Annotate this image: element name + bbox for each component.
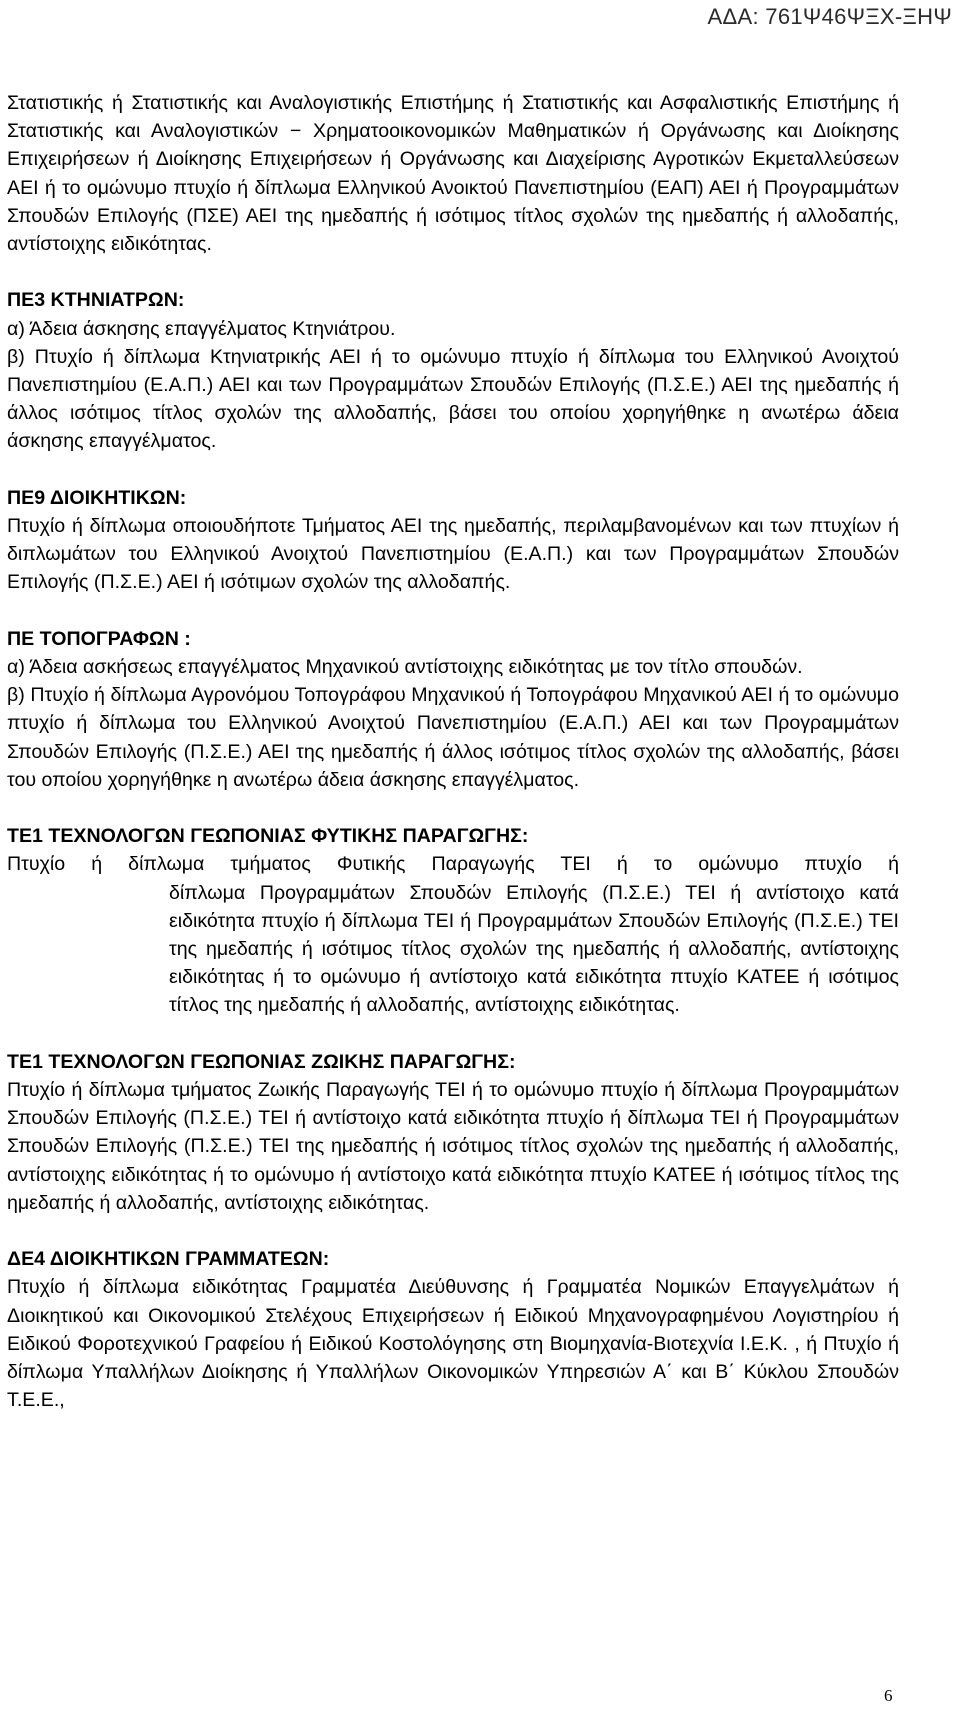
intro-paragraph: Στατιστικής ή Στατιστικής και Αναλογιστικής Επιστήμης ή Στατιστικής και Ασφαλιστικής Επιστήμης ή Στατιστικής και Αναλογιστικών − Χρηματοοικονομικών Μαθηματικών ή Οργάνωσης και Διοίκησης Επιχειρήσεων ή Διοίκησης Επιχειρήσεων ή Οργάνωσης και Διαχείρισης Αγροτικών Εκμεταλλεύσεων ΑΕΙ ή το ομώνυμο πτυχίο ή δίπλωμα Ελληνικού Ανοικτού Πανεπιστημίου (ΕΑΠ) ΑΕΙ ή Προγραμμάτων Σπουδών Επιλογής (ΠΣΕ) ΑΕΙ της ημεδαπής ή ισότιμος τίτλος σχολών της ημεδαπής ή αλλοδαπής, αντίστοιχης ειδικότητας. (7, 92, 899, 256)
te1-zoikis-heading: ΤΕ1 ΤΕΧΝΟΛΟΓΩΝ ΓΕΩΠΟΝΙΑΣ ΖΩΙΚΗΣ ΠΑΡΑΓΩΓΗΣ: (7, 1050, 516, 1073)
de4-paragraph: Πτυχίο ή δίπλωμα ειδικότητας Γραμματέα Διεύθυνσης ή Γραμματέα Νομικών Επαγγελμάτων ή Διοικητικού και Οικονομικού Στελέχους Επιχειρήσεων ή Ειδικού Μηχανογραφημένου Λογιστηρίου ή Ειδικού Φοροτεχνικού Γραφείου ή Ειδικού Κοστολόγησης στη Βιομηχανία-Βιοτεχνία Ι.Ε.Κ. , ή Πτυχίο ή δίπλωμα Υπαλλήλων Διοίκησης ή Υπαλλήλων Οικονομικών Υπηρεσιών Α΄ και Β΄ Κύκλου Σπουδών Τ.Ε.Ε., (7, 1276, 899, 1412)
te1-fytikis-first-line: Πτυχίο ή δίπλωμα τμήματος Φυτικής Παραγωγής ΤΕΙ ή το ομώνυμο πτυχίο ή (7, 853, 899, 876)
te1-fytikis-heading: ΤΕ1 ΤΕΧΝΟΛΟΓΩΝ ΓΕΩΠΟΝΙΑΣ ΦΥΤΙΚΗΣ ΠΑΡΑΓΩΓΗΣ: (7, 825, 529, 848)
pe3-heading: ΠΕ3 ΚΤΗΝΙΑΤΡΩΝ: (7, 289, 185, 312)
pe-topografon-heading: ΠΕ ΤΟΠΟΓΡΑΦΩΝ : (7, 627, 191, 650)
te1-fytikis-paragraph: δίπλωμα Προγραμμάτων Σπουδών Επιλογής (Π.Σ.Ε.) ΤΕΙ ή αντίστοιχο κατά ειδικότητα πτυχίο ή δίπλωμα ΤΕΙ ή Προγραμμάτων Σπουδών Επιλογής (Π.Σ.Ε.) ΤΕΙ της ημεδαπής ή ισότιμος τίτλος σχολών της ημεδαπής ή αλλοδαπής, αντίστοιχης ειδικότητας ή το ομώνυμο ή αντίστοιχο κατά ειδικότητα πτυχίο ΚΑΤΕΕ ή ισότιμος τίτλος της ημεδαπής ή αλλοδαπής, αντίστοιχης ειδικότητας. (169, 881, 899, 1017)
pe9-paragraph: Πτυχίο ή δίπλωμα οποιουδήποτε Τμήματος ΑΕΙ της ημεδαπής, περιλαμβανομένων και των πτυχίων ή διπλωμάτων του Ελληνικού Ανοιχτού Πανεπιστημίου (Ε.Α.Π.) και των Προγραμμάτων Σπουδών Επιλογής (Π.Σ.Ε.) ΑΕΙ ή ισότιμων σχολών της αλλοδαπής. (7, 515, 899, 594)
pe3-item-a: α) Άδεια άσκησης επαγγέλματος Κτηνιάτρου. (7, 317, 396, 340)
pe-topografon-item-b: β) Πτυχίο ή δίπλωμα Αγρονόμου Τοπογράφου Μηχανικού ή Τοπογράφου Μηχανικού ΑΕΙ ή το ομώνυμο πτυχίο ή δίπλωμα του Ελληνικού Ανοιχτού Πανεπιστημίου (Ε.Α.Π.) ΑΕΙ και των Προγραμμάτων Σπουδών Επιλογής (Π.Σ.Ε.) ΑΕΙ της ημεδαπής ή άλλος ισότιμος τίτλος σχολών της αλλοδαπής, βάσει του οποίου χορηγήθηκε η ανωτέρω άδεια άσκησης επαγγέλματος. (7, 684, 899, 791)
page-number: 6 (884, 1686, 893, 1705)
de4-heading: ΔΕ4 ΔΙΟΙΚΗΤΙΚΩΝ ΓΡΑΜΜΑΤΕΩΝ: (7, 1248, 330, 1271)
pe-topografon-item-a: α) Άδεια ασκήσεως επαγγέλματος Μηχανικού αντίστοιχης ειδικότητας με τον τίτλο σπουδών. (7, 656, 803, 679)
pe3-item-b: β) Πτυχίο ή δίπλωμα Κτηνιατρικής ΑΕΙ ή το ομώνυμο πτυχίο ή δίπλωμα του Ελληνικού Ανοιχτού Πανεπιστημίου (Ε.Α.Π.) ΑΕΙ και των Προγραμμάτων Σπουδών Επιλογής (Π.Σ.Ε.) ΑΕΙ της ημεδαπής ή άλλος ισότιμος τίτλος σχολών της αλλοδαπής, βάσει του οποίου χορηγήθηκε η ανωτέρω άδεια άσκησης επαγγέλματος. (7, 345, 899, 453)
document-body (7, 89, 899, 1414)
ada-code: ΑΔΑ: 761Ψ46ΨΞΧ-ΞΗΨ (707, 4, 952, 29)
pe9-heading: ΠΕ9 ΔΙΟΙΚΗΤΙΚΩΝ: (7, 486, 187, 509)
te1-zoikis-paragraph: Πτυχίο ή δίπλωμα τμήματος Ζωικής Παραγωγής ΤΕΙ ή το ομώνυμο πτυχίο ή δίπλωμα Προγραμμάτων Σπουδών Επιλογής (Π.Σ.Ε.) ΤΕΙ ή αντίστοιχο κατά ειδικότητα πτυχίο ή δίπλωμα ΤΕΙ ή Προγραμμάτων Σπουδών Επιλογής (Π.Σ.Ε.) ΤΕΙ της ημεδαπής ή ισότιμος τίτλος σχολών της ημεδαπής ή αλλοδαπής, αντίστοιχης ειδικότητας ή το ομώνυμο ή αντίστοιχο κατά ειδικότητα πτυχίο ΚΑΤΕΕ ή ισότιμος τίτλος της ημεδαπής ή αλλοδαπής, αντίστοιχης ειδικότητας. (7, 1079, 899, 1214)
